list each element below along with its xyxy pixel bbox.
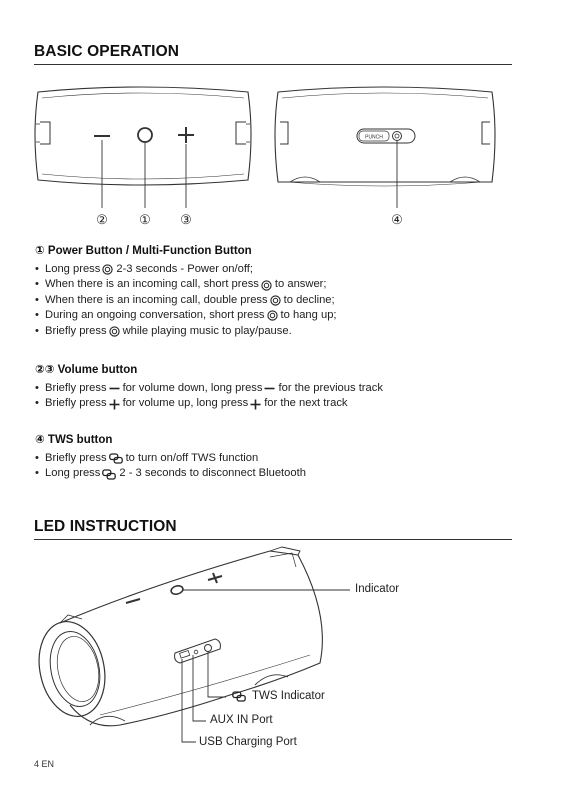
list-item: • When there is an incoming call, double press to decline; bbox=[35, 293, 335, 306]
list-item: • Long press 2-3 seconds - Power on/off; bbox=[35, 263, 253, 275]
callout-4: ④ bbox=[391, 212, 403, 227]
speaker-back-view bbox=[275, 87, 495, 186]
callout-2: ② bbox=[96, 212, 108, 227]
speaker-top-view bbox=[35, 87, 251, 185]
power-icon bbox=[109, 326, 120, 337]
list-item: • When there is an incoming call, short press to answer; bbox=[35, 278, 327, 291]
power-icon bbox=[267, 310, 278, 321]
tws-button-list bbox=[35, 451, 515, 482]
tws-button-heading: ④ TWS button bbox=[35, 434, 113, 446]
callout-3: ③ bbox=[180, 212, 192, 227]
speaker-buttons-diagram bbox=[30, 84, 510, 230]
list-item: • Briefly press for volume down, long press for the previous track bbox=[35, 382, 383, 394]
list-item: • Briefly press to turn on/off TWS function bbox=[35, 452, 259, 464]
aux-in-port-label: AUX IN Port bbox=[210, 714, 273, 726]
tws-link-icon bbox=[102, 469, 116, 480]
power-icon bbox=[102, 264, 113, 275]
list-item: • During an ongoing conversation, short press to hang up; bbox=[35, 309, 337, 322]
tws-link-icon bbox=[232, 691, 246, 702]
punch-label: PUNCH bbox=[365, 134, 383, 141]
power-icon bbox=[261, 280, 272, 291]
list-item: • Briefly press while playing music to play/pause. bbox=[35, 324, 292, 337]
page-number: 4 EN bbox=[34, 759, 55, 769]
usb-charging-port-label: USB Charging Port bbox=[199, 736, 297, 748]
list-item: • Long press 2 - 3 seconds to disconnect Bluetooth bbox=[35, 467, 306, 480]
plus-icon bbox=[250, 399, 261, 410]
indicator-label: Indicator bbox=[355, 583, 400, 595]
plus-icon bbox=[109, 399, 120, 410]
minus-icon bbox=[109, 383, 120, 394]
volume-button-heading: ②③ Volume button bbox=[35, 364, 138, 376]
section-title-basic-operation: BASIC OPERATION bbox=[34, 43, 180, 60]
tws-indicator-label: TWS Indicator bbox=[232, 690, 325, 702]
section-rule bbox=[34, 539, 512, 540]
power-button-list bbox=[35, 262, 515, 339]
volume-button-list bbox=[35, 381, 515, 412]
section-rule bbox=[34, 64, 512, 65]
power-icon bbox=[270, 295, 281, 306]
minus-icon bbox=[264, 383, 275, 394]
tws-link-icon bbox=[109, 453, 123, 464]
power-button-heading: ① Power Button / Multi-Function Button bbox=[35, 245, 252, 257]
speaker-perspective-diagram bbox=[30, 545, 350, 755]
list-item: • Briefly press for volume up, long press for the next track bbox=[35, 397, 348, 410]
callout-1: ① bbox=[139, 212, 151, 227]
section-title-led-instruction: LED INSTRUCTION bbox=[34, 518, 177, 535]
